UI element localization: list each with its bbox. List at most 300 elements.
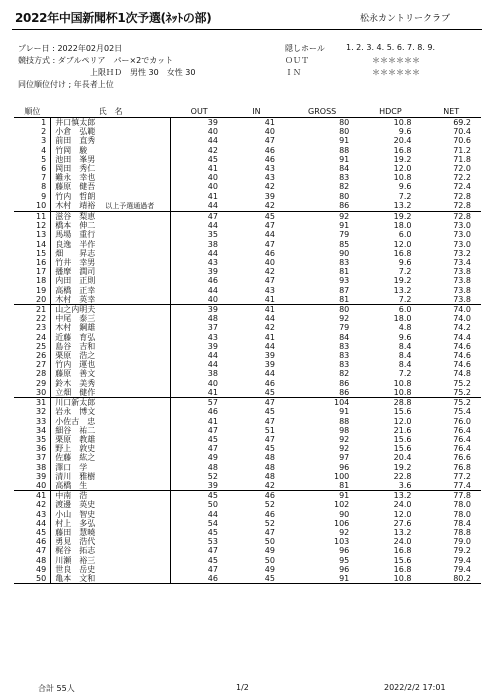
hdcp-cell: 10.8: [393, 378, 412, 388]
in-cell: 49: [264, 546, 275, 556]
gross-cell: 91: [339, 221, 350, 231]
rank-cell: 28: [14, 369, 51, 378]
name-cell: [51, 379, 171, 388]
name-cell: [51, 323, 171, 332]
out-cell: 57: [170, 398, 228, 408]
out-cell: 44: [207, 201, 218, 211]
hdcp-cell: 7.2: [398, 369, 412, 379]
out-cell: 43: [207, 258, 218, 268]
net-cell: 74.0: [453, 314, 471, 324]
out-cell: 39: [207, 267, 218, 277]
in-cell: 46: [264, 248, 275, 258]
hdcp-cell: 4.8: [398, 323, 412, 333]
name-cell: [51, 369, 171, 378]
name-cell: [51, 182, 171, 191]
gross-cell: 81: [339, 480, 350, 490]
net-cell: 79.4: [453, 555, 471, 565]
hdcp-cell: 12.0: [393, 416, 412, 426]
table-row: [14, 510, 481, 519]
name-cell: [51, 574, 171, 584]
hdcp-cell: 12.0: [393, 509, 412, 519]
table-row: [14, 136, 481, 145]
table-row: [14, 388, 481, 398]
out-cell: 47: [207, 564, 218, 574]
gross-cell: 80: [339, 191, 350, 201]
hdcp-cell: 3.6: [398, 480, 412, 490]
in-stars: ＊＊＊＊＊＊: [372, 68, 420, 77]
hdcp-cell: 19.2: [393, 462, 412, 472]
out-cell: 41: [207, 416, 218, 426]
name-cell: [51, 286, 171, 295]
in-cell: 52: [264, 518, 275, 528]
name-cell: [51, 276, 171, 285]
out-cell: 38: [207, 239, 218, 249]
title-divider: [12, 29, 482, 30]
gross-cell: 103: [333, 537, 350, 547]
net-cell: 76.8: [453, 462, 471, 472]
gross-cell: 102: [333, 500, 350, 510]
table-row: [14, 574, 481, 584]
in-cell: 46: [264, 145, 275, 155]
rank-cell: 14: [14, 240, 51, 249]
player-name: 橋本 伸二: [55, 221, 96, 231]
name-cell: [51, 500, 171, 509]
gross-cell: 83: [339, 341, 350, 351]
net-cell: 73.8: [453, 276, 471, 286]
net-cell: 75.2: [453, 378, 471, 388]
col-net: NET: [421, 106, 481, 118]
out-cell: 40: [207, 173, 218, 183]
qualifier-note: 以上予選通過者: [105, 201, 155, 210]
net-cell: 73.0: [453, 230, 471, 240]
net-cell: 79.2: [453, 546, 471, 556]
table-row: [14, 463, 481, 472]
gross-cell: 81: [339, 294, 350, 304]
name-cell: [51, 426, 171, 435]
out-label: ＯＵＴ: [285, 56, 309, 65]
name-cell: [51, 481, 171, 491]
hidden-holes-label: 隠しホール: [285, 44, 325, 53]
gross-cell: 91: [285, 491, 359, 501]
gross-cell: 88: [339, 416, 350, 426]
in-cell: 47: [264, 136, 275, 146]
hdcp-cell: 16.8: [393, 248, 412, 258]
in-cell: 45: [264, 444, 275, 454]
player-name: 近藤 育弘: [55, 332, 96, 342]
net-cell: 79.4: [453, 564, 471, 574]
net-cell: 69.2: [453, 118, 471, 127]
gross-cell: 79: [339, 230, 350, 240]
in-cell: 47: [264, 434, 275, 444]
rank-cell: 50: [14, 574, 51, 584]
hdcp-cell: 7.2: [398, 267, 412, 277]
out-cell: 45: [207, 555, 218, 565]
player-name: 勇見 浩代: [55, 537, 96, 547]
name-cell: [51, 388, 171, 398]
rank-cell: 27: [14, 360, 51, 369]
player-name: 中南 浩: [55, 491, 88, 501]
gross-cell: 92: [339, 527, 350, 537]
hdcp-cell: 21.6: [393, 425, 412, 435]
net-cell: 72.8: [453, 191, 471, 201]
out-cell: 40: [207, 127, 218, 137]
hdcp-cell: 10.8: [393, 173, 412, 183]
gross-cell: 106: [333, 518, 350, 528]
in-cell: 49: [264, 564, 275, 574]
gross-cell: 79: [339, 323, 350, 333]
name-cell: [51, 295, 171, 305]
gross-cell: 92: [339, 314, 350, 324]
hdcp-cell: 9.6: [398, 258, 412, 268]
player-name: 清川 雅樹: [55, 471, 96, 481]
name-cell: [51, 164, 171, 173]
hdcp-cell: 8.4: [398, 351, 412, 361]
out-cell: 35: [207, 230, 218, 240]
rank-cell: 9: [14, 192, 51, 201]
in-cell: 44: [264, 230, 275, 240]
rank-cell: 10: [14, 201, 51, 212]
out-cell: 49: [207, 453, 218, 463]
hdcp-cell: 12.0: [393, 239, 412, 249]
table-header-row: [14, 106, 481, 118]
rank-cell: 6: [14, 164, 51, 173]
net-cell: 75.2: [421, 398, 481, 408]
gross-cell: 83: [339, 360, 350, 370]
hdcp-cell: 10.8: [359, 574, 421, 584]
gross-cell: 95: [339, 555, 350, 565]
out-cell: 44: [207, 351, 218, 361]
out-cell: 47: [170, 212, 228, 222]
gross-cell: 87: [339, 285, 350, 295]
player-name: 栗原 教雄: [55, 434, 96, 444]
in-cell: 39: [264, 191, 275, 201]
gross-cell: 84: [339, 164, 350, 174]
player-name: 山之内明夫: [55, 305, 96, 315]
rank-cell: 15: [14, 249, 51, 258]
in-cell: 42: [264, 267, 275, 277]
rank-cell: 13: [14, 230, 51, 239]
net-cell: 73.8: [453, 267, 471, 277]
player-name: 木村 英幸: [55, 294, 96, 304]
name-cell: [51, 417, 171, 426]
table-row: [14, 481, 481, 491]
in-cell: 39: [264, 360, 275, 370]
out-cell: 41: [207, 387, 218, 397]
player-name: 木村 靖裕: [55, 200, 96, 210]
hdcp-cell: 13.2: [393, 201, 412, 211]
net-cell: 72.8: [421, 212, 481, 222]
page-title: 2022年中国新聞杯1次予選(ﾈｯﾄの部): [15, 11, 212, 25]
net-cell: 76.4: [453, 434, 471, 444]
table-row: [14, 472, 481, 481]
net-cell: 78.4: [453, 518, 471, 528]
net-cell: 73.8: [453, 294, 471, 304]
player-name: 播摩 潤司: [55, 267, 96, 277]
hdcp-cell: 9.6: [398, 127, 412, 137]
out-cell: 47: [207, 444, 218, 454]
in-cell: 43: [264, 285, 275, 295]
page-number: 1/2: [236, 683, 249, 692]
out-cell: 46: [170, 574, 228, 584]
rank-cell: 5: [14, 155, 51, 164]
table-row: [14, 240, 481, 249]
in-cell: 45: [264, 387, 275, 397]
table-row: [14, 565, 481, 574]
gross-cell: 104: [285, 398, 359, 408]
player-name: 野上 敦史: [55, 444, 96, 454]
net-cell: 74.8: [453, 369, 471, 379]
in-cell: 52: [264, 500, 275, 510]
gross-cell: 80: [285, 305, 359, 315]
name-cell: [51, 212, 171, 222]
out-cell: 44: [207, 285, 218, 295]
name-cell: [51, 351, 171, 360]
hdcp-cell: 15.6: [393, 407, 412, 417]
in-cell: 47: [264, 239, 275, 249]
name-cell: [51, 546, 171, 555]
rank-cell: 34: [14, 426, 51, 435]
player-name: 滋谷 梨恵: [55, 212, 96, 222]
gross-cell: 90: [339, 248, 350, 258]
net-cell: 72.4: [453, 182, 471, 192]
name-cell: [51, 407, 171, 416]
in-cell: 44: [264, 341, 275, 351]
player-name: 渡邊 英史: [55, 500, 96, 510]
rank-cell: 37: [14, 453, 51, 462]
out-cell: 41: [207, 191, 218, 201]
player-name: 島谷 吉和: [55, 341, 96, 351]
hdcp-cell: 10.8: [393, 387, 412, 397]
gross-cell: 100: [333, 471, 350, 481]
in-cell: 50: [264, 537, 275, 547]
out-cell: 50: [207, 500, 218, 510]
rank-cell: 35: [14, 435, 51, 444]
hdcp-cell: 24.0: [393, 537, 412, 547]
name-cell: [51, 342, 171, 351]
in-cell: 45: [264, 407, 275, 417]
net-cell: 73.0: [453, 239, 471, 249]
gross-cell: 82: [339, 182, 350, 192]
name-cell: [51, 510, 171, 519]
gross-cell: 80: [339, 118, 350, 127]
player-name: 世良 岳史: [55, 564, 96, 574]
table-row: [14, 295, 481, 305]
rank-cell: 44: [14, 519, 51, 528]
player-name: 良逸 半作: [55, 239, 96, 249]
in-cell: 47: [228, 398, 285, 408]
in-cell: 40: [264, 127, 275, 137]
rank-cell: 1: [14, 118, 51, 128]
in-cell: 40: [264, 258, 275, 268]
hdcp-cell: 10.8: [393, 118, 412, 127]
rank-cell: 45: [14, 528, 51, 537]
net-cell: 75.4: [453, 407, 471, 417]
rank-cell: 18: [14, 276, 51, 285]
net-cell: 78.0: [453, 500, 471, 510]
player-name: 川口新太郎: [55, 398, 96, 408]
gross-cell: 96: [339, 462, 350, 472]
out-cell: 47: [207, 546, 218, 556]
net-cell: 78.8: [453, 527, 471, 537]
rank-cell: 49: [14, 565, 51, 574]
net-cell: 74.6: [453, 341, 471, 351]
player-name: 竹井 幸男: [55, 258, 96, 268]
rank-cell: 42: [14, 500, 51, 509]
name-cell: [51, 333, 171, 342]
table-row: [14, 230, 481, 239]
gross-cell: 91: [339, 136, 350, 146]
player-name: 木村 鋼雄: [55, 323, 96, 333]
player-name: 畑 昇志: [55, 248, 96, 258]
out-cell: 43: [207, 332, 218, 342]
table-row: [14, 286, 481, 295]
gross-cell: 86: [339, 378, 350, 388]
out-cell: 40: [207, 378, 218, 388]
gross-cell: 88: [339, 145, 350, 155]
table-row: [14, 146, 481, 155]
rank-cell: 17: [14, 267, 51, 276]
player-name: 小山 智史: [55, 509, 96, 519]
table-row: [14, 155, 481, 164]
table-row: [14, 444, 481, 453]
name-cell: [51, 201, 171, 212]
net-cell: 72.0: [453, 164, 471, 174]
table-row: [14, 417, 481, 426]
table-row: [14, 426, 481, 435]
player-name: 立畑 健作: [55, 387, 96, 397]
hdcp-cell: 8.4: [398, 360, 412, 370]
name-cell: [51, 528, 171, 537]
in-cell: 44: [264, 369, 275, 379]
rank-cell: 7: [14, 173, 51, 182]
in-cell: 46: [228, 491, 285, 501]
table-row: [14, 258, 481, 267]
out-cell: 46: [207, 276, 218, 286]
table-row: [14, 201, 481, 212]
gross-cell: 93: [339, 276, 350, 286]
in-cell: 47: [264, 221, 275, 231]
player-name: 井口慎太郎: [55, 118, 96, 127]
table-row: [14, 182, 481, 191]
gross-cell: 92: [339, 434, 350, 444]
name-cell: [51, 305, 171, 315]
rank-cell: 26: [14, 351, 51, 360]
rank-cell: 3: [14, 136, 51, 145]
hdcp-cell: 16.8: [393, 546, 412, 556]
name-cell: [51, 240, 171, 249]
table-row: [14, 192, 481, 201]
table-row: [14, 118, 481, 128]
out-cell: 45: [207, 527, 218, 537]
col-name: 氏 名: [51, 106, 171, 118]
gross-cell: 81: [339, 267, 350, 277]
name-cell: [51, 435, 171, 444]
results-table: [14, 106, 481, 584]
net-cell: 76.0: [453, 416, 471, 426]
club-name: 松永カントリークラブ: [360, 14, 451, 24]
out-cell: 39: [207, 341, 218, 351]
name-cell: [51, 398, 171, 408]
table-row: [14, 398, 481, 408]
player-name: 岡田 秀仁: [55, 164, 96, 174]
out-cell: 39: [207, 118, 218, 127]
gross-cell: 83: [339, 351, 350, 361]
name-cell: [51, 453, 171, 462]
rank-cell: 20: [14, 295, 51, 305]
out-cell: 45: [207, 434, 218, 444]
net-cell: 70.6: [453, 136, 471, 146]
hdcp-cell: 15.6: [393, 444, 412, 454]
gross-cell: 91: [285, 574, 359, 584]
out-cell: 46: [207, 407, 218, 417]
in-cell: 42: [264, 201, 275, 211]
rank-cell: 22: [14, 314, 51, 323]
hdcp-cell: 24.0: [393, 500, 412, 510]
player-name: 岩永 博文: [55, 407, 96, 417]
out-cell: 53: [207, 537, 218, 547]
out-cell: 44: [207, 136, 218, 146]
hdcp-cell: 6.0: [359, 305, 421, 315]
col-out: OUT: [170, 106, 228, 118]
gross-cell: 83: [339, 173, 350, 183]
in-cell: 41: [228, 305, 285, 315]
player-name: 前田 直秀: [55, 136, 96, 146]
net-cell: 74.2: [453, 323, 471, 333]
name-cell: [51, 192, 171, 201]
name-cell: [51, 136, 171, 145]
in-cell: 47: [264, 276, 275, 286]
in-cell: 46: [264, 509, 275, 519]
gross-cell: 80: [339, 127, 350, 137]
in-cell: 45: [228, 212, 285, 222]
in-cell: 48: [264, 462, 275, 472]
rank-cell: 38: [14, 463, 51, 472]
in-cell: 46: [264, 378, 275, 388]
hdcp-cell: 20.4: [393, 453, 412, 463]
in-cell: 43: [264, 164, 275, 174]
table-row: [14, 556, 481, 565]
table-row: [14, 500, 481, 509]
player-name: 藤原 善文: [55, 369, 96, 379]
player-name: 内田 正則: [55, 276, 96, 286]
in-cell: 41: [264, 332, 275, 342]
rank-cell: 48: [14, 556, 51, 565]
player-name: 小倉 弘範: [55, 127, 96, 137]
in-cell: 46: [264, 154, 275, 164]
col-in: IN: [228, 106, 285, 118]
out-stars: ＊＊＊＊＊＊: [372, 56, 420, 65]
name-cell: [51, 258, 171, 267]
net-cell: 74.0: [421, 305, 481, 315]
out-cell: 41: [207, 164, 218, 174]
name-cell: [51, 444, 171, 453]
print-timestamp: 2022/2/2 17:01: [384, 683, 446, 692]
in-cell: 45: [228, 574, 285, 584]
gross-cell: 91: [339, 407, 350, 417]
out-cell: 44: [207, 221, 218, 231]
out-cell: 38: [207, 369, 218, 379]
in-cell: 48: [264, 471, 275, 481]
out-cell: 48: [207, 462, 218, 472]
out-cell: 44: [207, 360, 218, 370]
gross-cell: 98: [339, 425, 350, 435]
hdcp-cell: 22.8: [393, 471, 412, 481]
rank-cell: 41: [14, 491, 51, 501]
hdcp-cell: 13.2: [359, 491, 421, 501]
player-name: 栗原 浩之: [55, 351, 96, 361]
net-cell: 72.8: [453, 201, 471, 211]
player-name: 佐藤 紘之: [55, 453, 96, 463]
